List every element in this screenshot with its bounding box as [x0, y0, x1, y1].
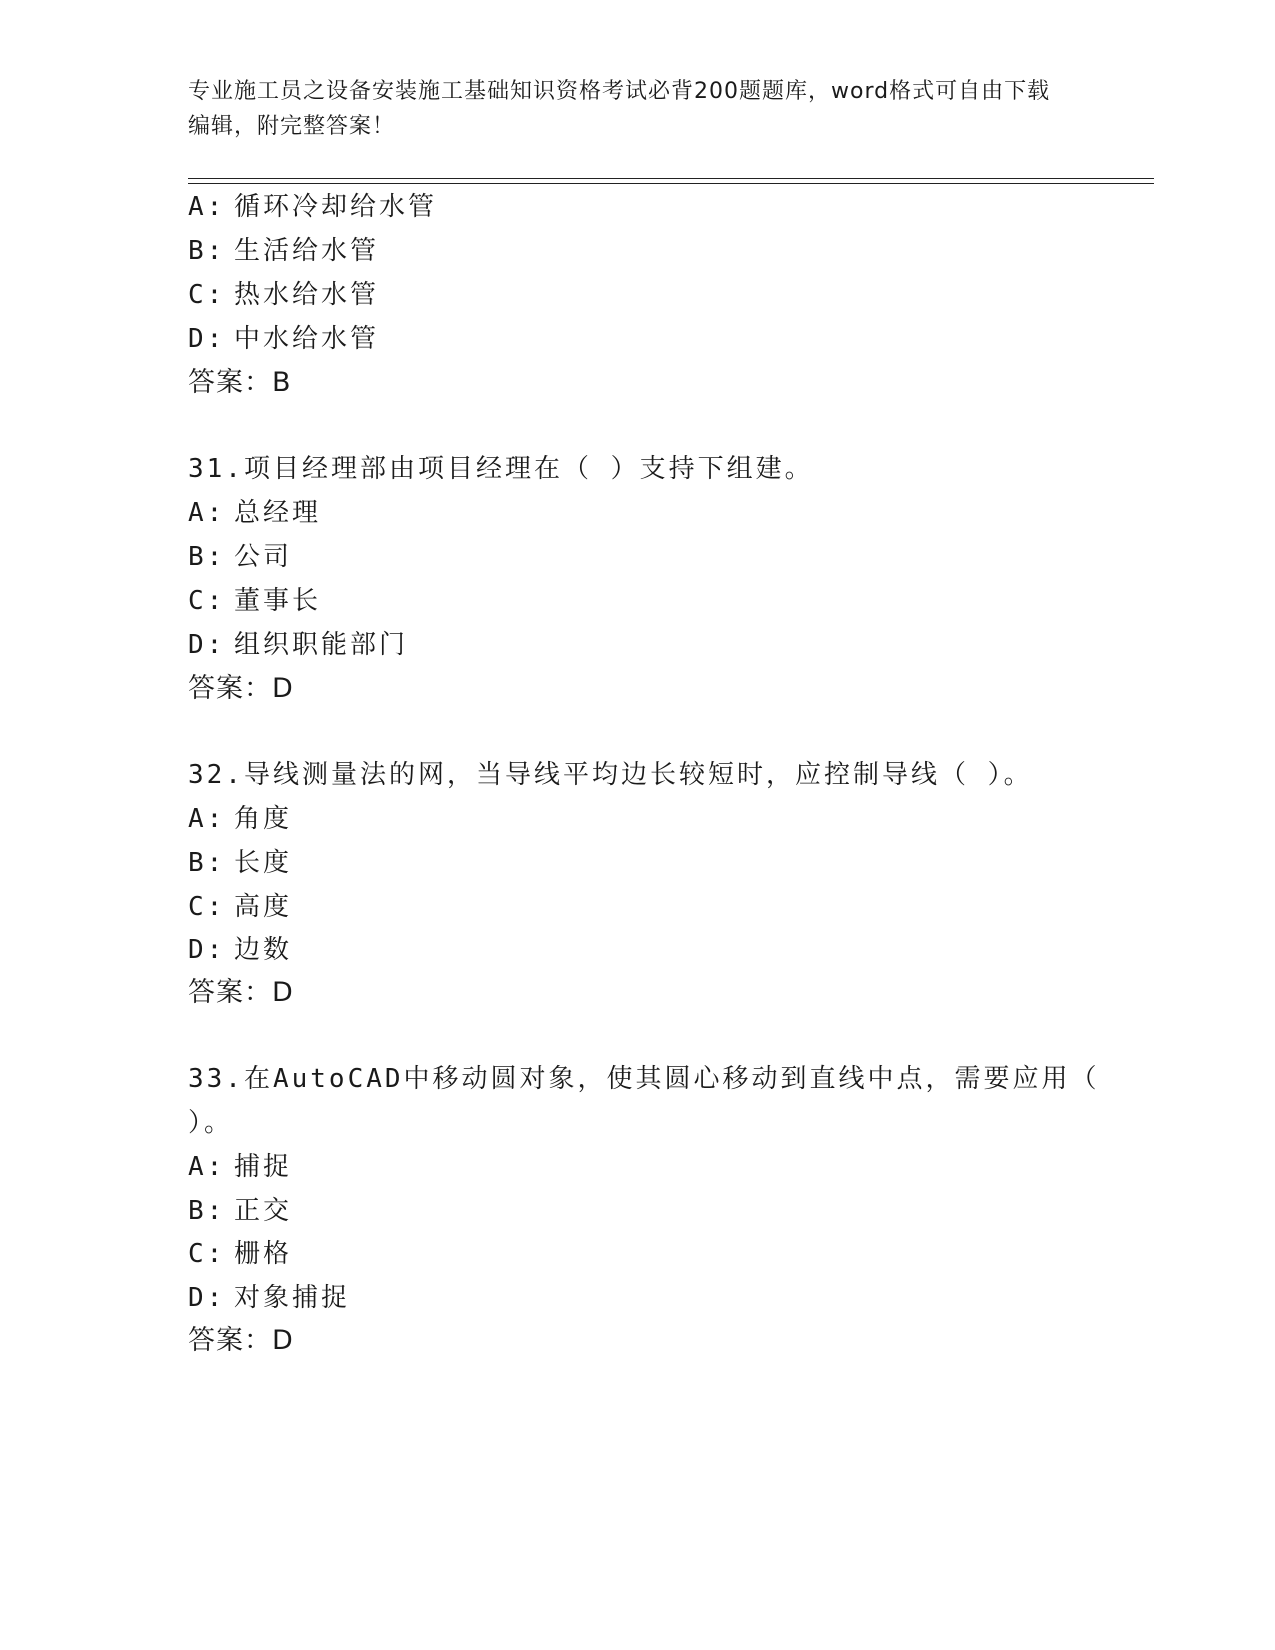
answer-line: 答案：B [188, 367, 292, 398]
answer-line: 答案：D [188, 977, 294, 1008]
answer-line: 答案：D [188, 673, 294, 704]
option-c: C: 董事长 [188, 586, 322, 616]
option-a: A: 循环冷却给水管 [188, 192, 438, 222]
option-b: B: 长度 [188, 848, 293, 878]
question-text: 32.导线测量法的网，当导线平均边长较短时，应控制导线（ ）。 [188, 760, 1033, 790]
question-text: 33.在AutoCAD中移动圆对象，使其圆心移动到直线中点，需要应用（ [188, 1064, 1100, 1094]
option-a: A: 捕捉 [188, 1152, 293, 1182]
option-c: C: 高度 [188, 892, 293, 922]
option-a: A: 角度 [188, 804, 293, 834]
option-b: B: 公司 [188, 542, 293, 572]
question-text-continued: ）。 [188, 1108, 234, 1138]
header-divider-top [188, 178, 1154, 179]
option-b: B: 正交 [188, 1196, 293, 1226]
option-c: C: 栅格 [188, 1239, 293, 1269]
answer-line: 答案：D [188, 1325, 294, 1356]
option-b: B: 生活给水管 [188, 236, 380, 266]
option-a: A: 总经理 [188, 498, 322, 528]
option-c: C: 热水给水管 [188, 280, 380, 310]
option-d: D: 组织职能部门 [188, 630, 409, 660]
document-title: 专业施工员之设备安装施工基础知识资格考试必背200题题库，word格式可自由下载编辑，附完整答案！ [188, 79, 1051, 139]
header-divider-bottom [188, 183, 1154, 184]
option-d: D: 边数 [188, 935, 293, 965]
option-d: D: 对象捕捉 [188, 1283, 351, 1313]
question-text: 31.项目经理部由项目经理在（ ）支持下组建。 [188, 454, 814, 484]
option-d: D: 中水给水管 [188, 324, 380, 354]
